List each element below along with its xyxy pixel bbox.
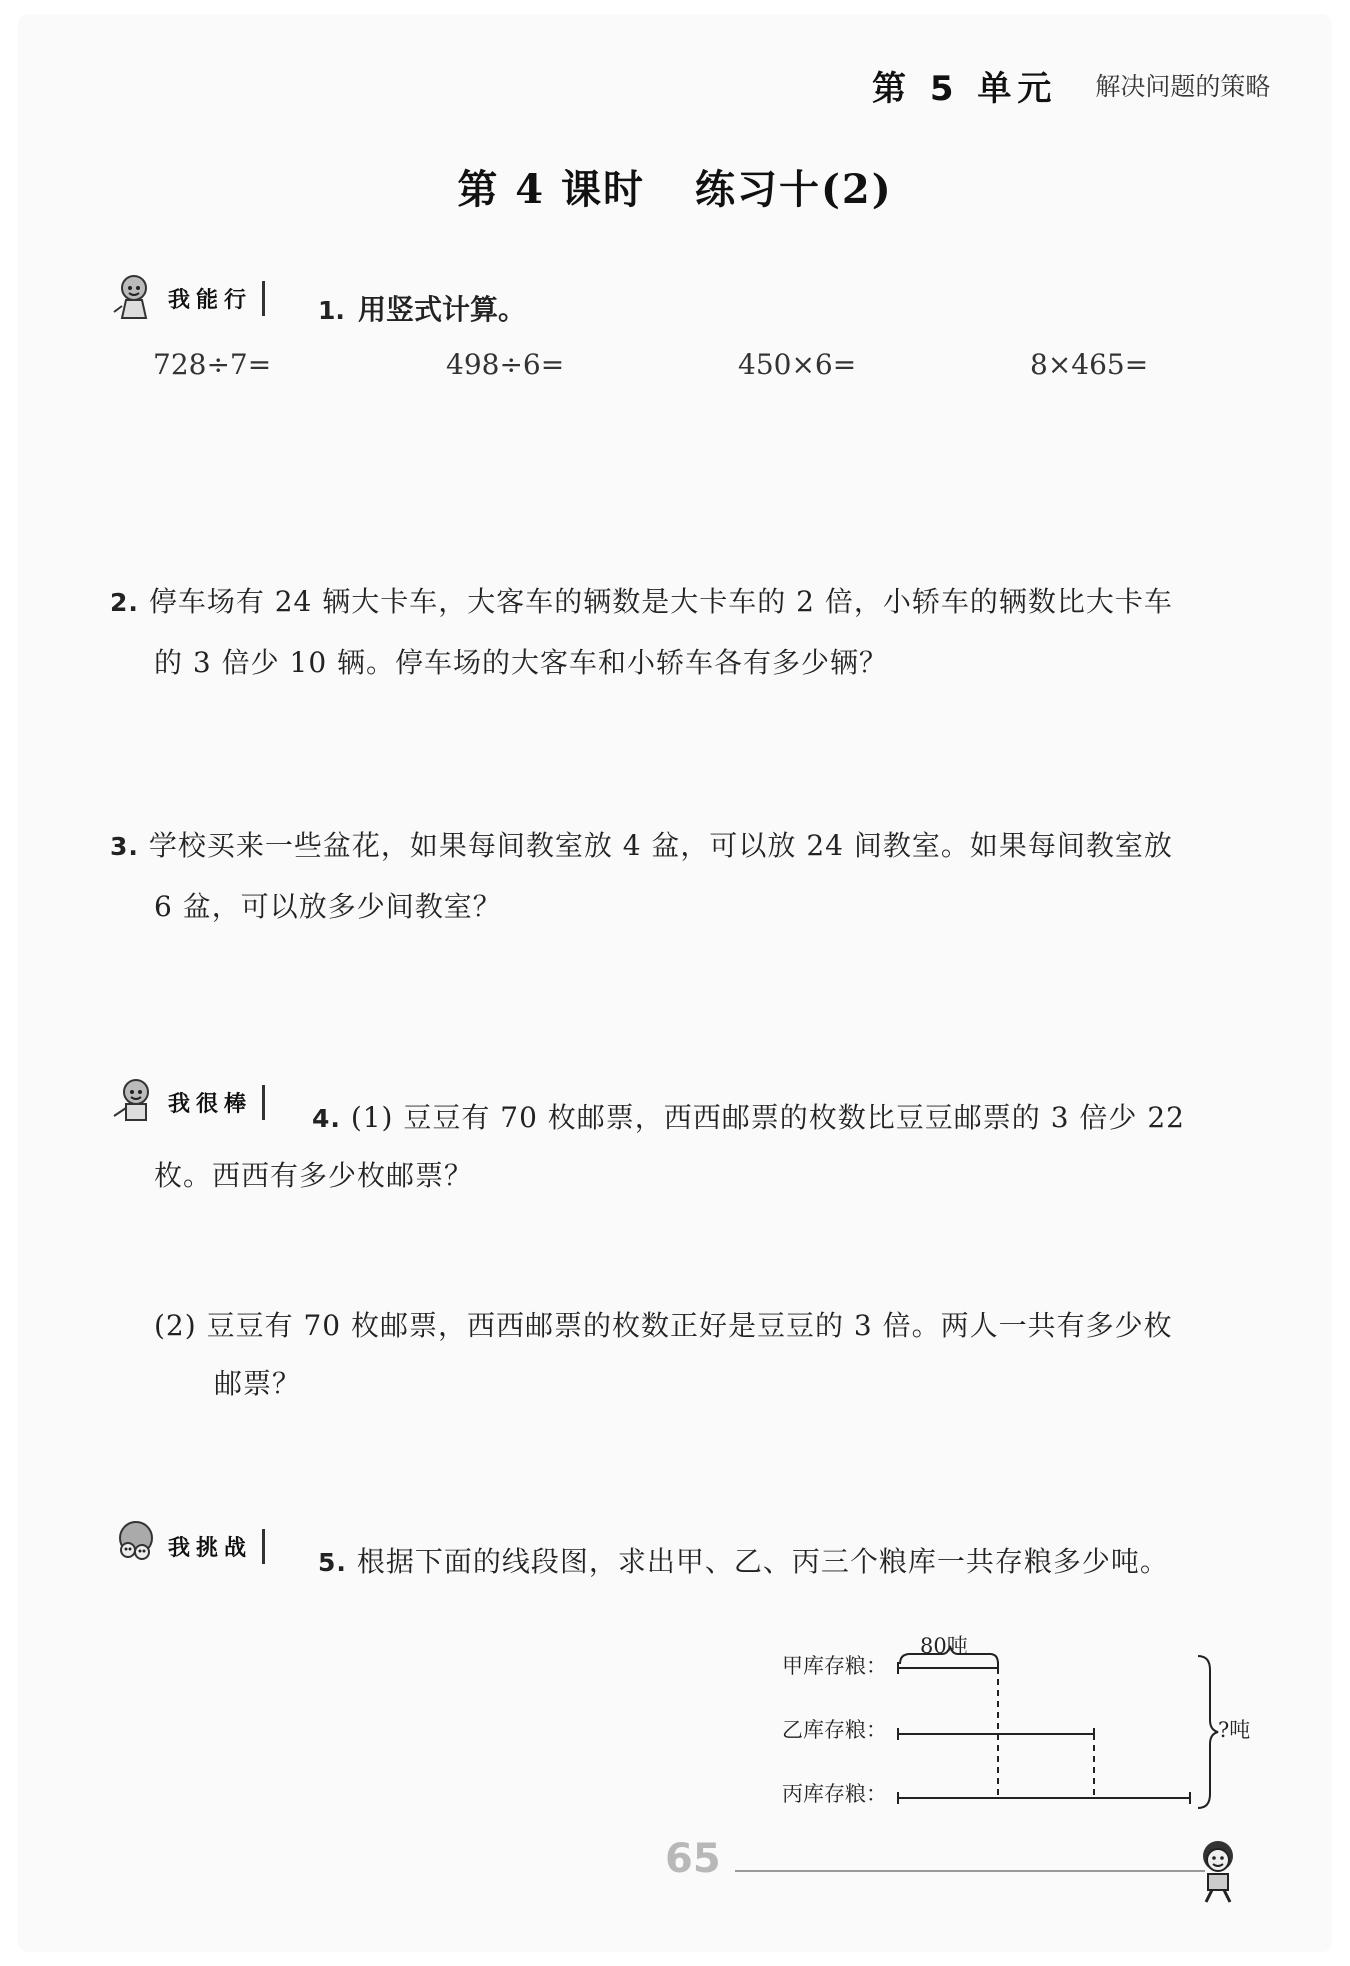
q2-line1: 停车场有 24 辆大卡车，大客车的辆数是大卡车的 2 倍，小轿车的辆数比大卡车 <box>148 585 1173 618</box>
badge-label-level3: 我挑战 <box>162 1529 265 1564</box>
unit-header <box>856 60 1270 110</box>
q1-number: 1. <box>318 296 345 325</box>
q1-text: 用竖式计算。 <box>358 293 527 326</box>
q3-line2: 6 盆，可以放多少间教室？ <box>154 890 502 923</box>
q3-line1: 学校买来一些盆花，如果每间教室放 4 盆，可以放 24 间教室。如果每间教室放 <box>148 829 1173 862</box>
question-5 <box>318 1532 1278 1593</box>
calc-item-2: 498÷6= <box>446 348 565 381</box>
lesson-title <box>0 158 1350 215</box>
calc-item-3: 450×6= <box>738 348 857 381</box>
right-brace <box>1198 1656 1218 1808</box>
q4-number: 4. <box>312 1104 341 1133</box>
calc-item-1: 728÷7= <box>153 348 272 381</box>
q4-part1-line2: 枚。西西有多少枚邮票？ <box>154 1159 474 1192</box>
diagram-row-label-jia: 甲库存粮： <box>782 1654 887 1678</box>
q3-number: 3. <box>110 832 139 861</box>
diagram-row-label-bing: 丙库存粮： <box>782 1782 887 1806</box>
boy-mascot-icon <box>112 1076 160 1128</box>
line-segment-diagram <box>880 1640 1220 1820</box>
q5-text: 根据下面的线段图，求出甲、乙、丙三个粮库一共存粮多少吨。 <box>356 1545 1169 1578</box>
badge-level1 <box>112 272 265 324</box>
question-3 <box>110 816 1270 937</box>
girl-mascot-icon <box>112 272 160 324</box>
diagram-top-label: 80吨 <box>920 1634 968 1658</box>
question-2 <box>110 572 1270 693</box>
diagram-row-label-yi: 乙库存粮： <box>782 1718 887 1742</box>
diagram-total-label: ?吨 <box>1218 1718 1251 1742</box>
badge-label-level2: 我很棒 <box>162 1085 265 1120</box>
q4-part1-line1: (1) 豆豆有 70 枚邮票，西西邮票的枚数比豆豆邮票的 3 倍少 22 <box>350 1101 1185 1134</box>
lesson-name: 练习十(2) <box>695 166 893 213</box>
q4-part2-line1: (2) 豆豆有 70 枚邮票，西西邮票的枚数正好是豆豆的 3 倍。两人一共有多少枚 <box>154 1309 1173 1342</box>
question-4 <box>312 1088 1272 1149</box>
unit-title: 第 5 单元 <box>856 65 1073 105</box>
unit-subtitle: 解决问题的策略 <box>1095 72 1271 101</box>
q5-number: 5. <box>318 1548 347 1577</box>
kids-mascot-icon <box>112 1520 160 1572</box>
top-brace <box>900 1646 998 1664</box>
footer-mascot-icon <box>1190 1836 1250 1906</box>
q2-line2: 的 3 倍少 10 辆。停车场的大客车和小轿车各有多少辆？ <box>154 646 889 679</box>
q4-part2-line2: 邮票？ <box>214 1367 302 1400</box>
badge-level2 <box>112 1076 265 1128</box>
badge-level3 <box>112 1520 265 1572</box>
question-1 <box>318 288 526 328</box>
q2-number: 2. <box>110 588 139 617</box>
page-number: 65 <box>665 1836 721 1882</box>
lesson-number: 第 4 课时 <box>457 166 645 213</box>
footer-line <box>735 1870 1205 1872</box>
badge-label-level1: 我能行 <box>162 281 265 316</box>
calc-item-4: 8×465= <box>1030 348 1149 381</box>
